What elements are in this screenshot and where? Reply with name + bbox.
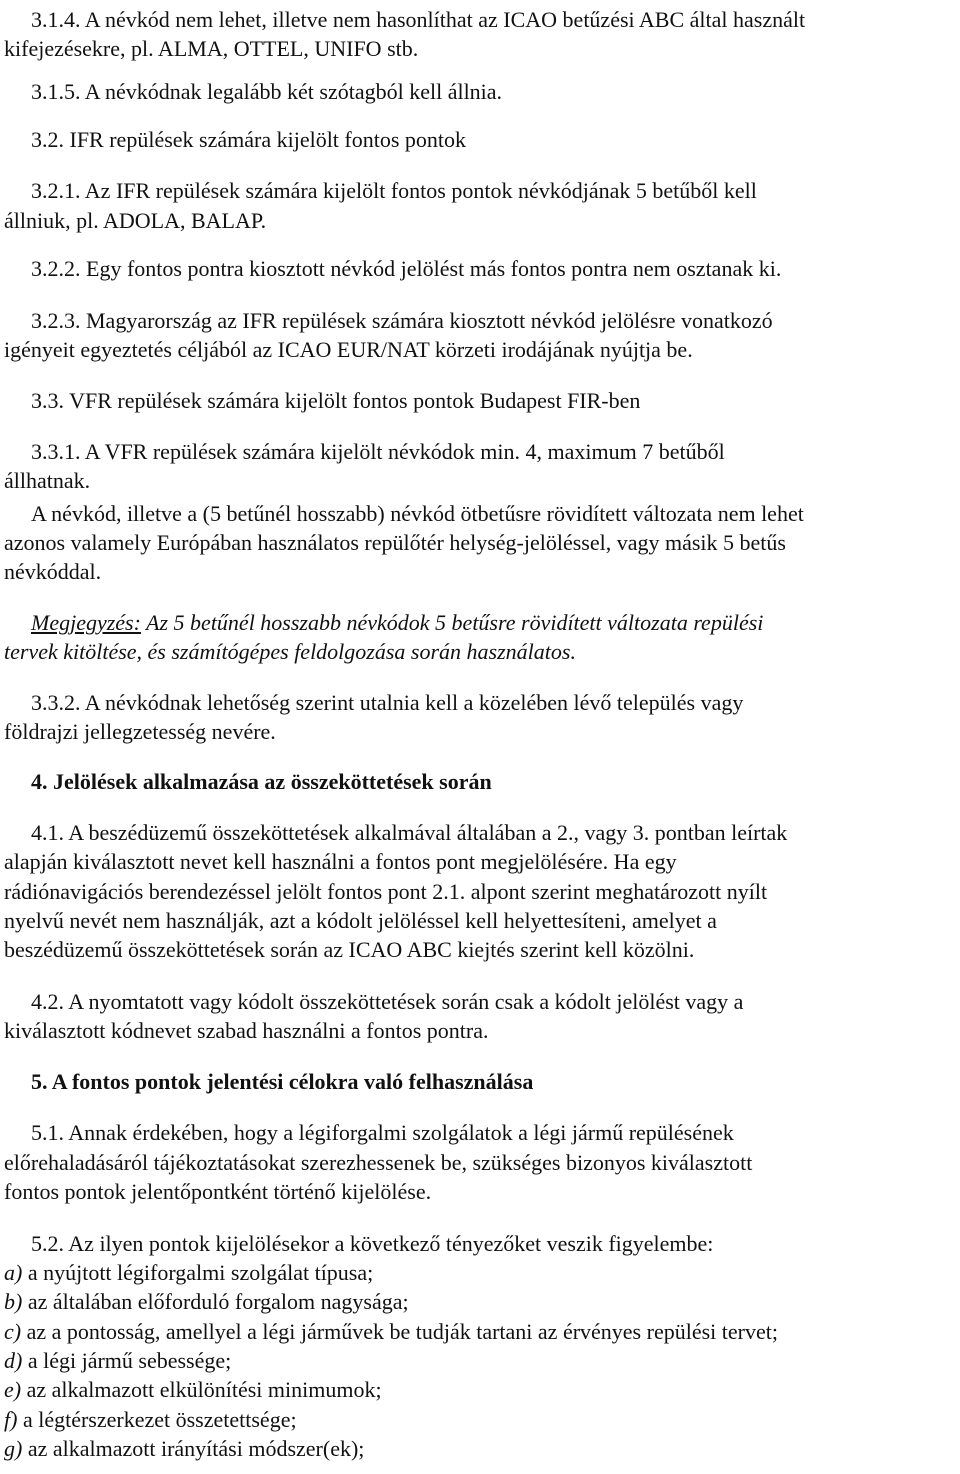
paragraph-3-1-5: 3.1.5. A névkódnak legalább két szótagból kell állnia. [31, 79, 503, 104]
paragraph-3-2-2: 3.2.2. Egy fontos pontra kiosztott névkód jelölést más fontos pontra nem osztanak ki. [31, 256, 782, 281]
section-heading-4: 4. Jelölések alkalmazása az összeköttetések során [31, 769, 492, 794]
paragraph-name-code-line-3: névkóddal. [4, 559, 102, 584]
paragraph-3-2-3-line-2: igényeit egyeztetés céljából az ICAO EUR/NAT körzeti irodájának nyújtja be. [4, 337, 693, 362]
paragraph-3-2-3-line-1: 3.2.3. Magyarország az IFR repülések számára kiosztott névkód jelölésre vonatkozó [31, 308, 773, 333]
list-item-a [4, 1258, 373, 1288]
paragraph-name-code-line-2: azonos valamely Európában használatos repülőtér helység-jelöléssel, vagy másik 5 betűs [4, 530, 786, 555]
list-item-g [4, 1434, 364, 1464]
paragraph-5-2-intro: 5.2. Az ilyen pontok kijelölésekor a következő tényezőket veszik figyelembe: [31, 1231, 714, 1256]
paragraph-4-2-line-2: kiválasztott kódnevet szabad használni a fontos pontra. [4, 1018, 489, 1043]
list-item-letter: e) [4, 1377, 22, 1402]
paragraph-5-1-line-2: előrehaladásáról tájékoztatásokat szerezhessenek be, szükséges bizonyos kiválasztott [4, 1150, 753, 1175]
list-item-text: az alkalmazott elkülönítési minimumok; [21, 1377, 382, 1402]
paragraph-name-code-line-1: A névkód, illetve a (5 betűnél hosszabb) névkód ötbetűsre rövidített változata nem lehet [31, 501, 804, 526]
list-item-text: a nyújtott légiforgalmi szolgálat típusa; [22, 1260, 374, 1285]
list-item-d [4, 1346, 231, 1376]
list-item-f [4, 1405, 297, 1435]
list-item-c [4, 1317, 778, 1347]
note-line-2: tervek kitöltése, és számítógépes feldolgozása során használatos. [4, 639, 576, 664]
list-item-b [4, 1287, 409, 1317]
paragraph-4-1-line-2: alapján kiválasztott nevet kell használni a fontos pont megjelölésére. Ha egy [4, 849, 677, 874]
list-item-letter: g) [4, 1436, 23, 1461]
paragraph-3-3-1-line-2: állhatnak. [4, 468, 91, 493]
list-item-e [4, 1375, 382, 1405]
paragraph-3-1-4-line-1: 3.1.4. A névkód nem lehet, illetve nem hasonlíthat az ICAO betűzési ABC által használt [31, 7, 806, 32]
list-item-text: az általában előforduló forgalom nagysága; [22, 1289, 409, 1314]
paragraph-3-3-2-line-1: 3.3.2. A névkódnak lehetőség szerint utalnia kell a közelében lévő település vagy [31, 690, 744, 715]
paragraph-3-2-1-line-1: 3.2.1. Az IFR repülések számára kijelölt fontos pontok névkódjának 5 betűből kell [31, 178, 757, 203]
paragraph-4-1-line-1: 4.1. A beszédüzemű összeköttetések alkalmával általában a 2., vagy 3. pontban leírtak [31, 820, 788, 845]
paragraph-3-2-1-line-2: állniuk, pl. ADOLA, BALAP. [4, 208, 267, 233]
paragraph-4-1-line-4: nyelvű nevét nem használják, azt a kódolt jelöléssel kell helyettesíteni, amelyet a [4, 908, 717, 933]
list-item-text: a légtérszerkezet összetettsége; [17, 1407, 297, 1432]
list-item-letter: f) [4, 1407, 18, 1432]
section-heading-3-2: 3.2. IFR repülések számára kijelölt fontos pontok [31, 127, 467, 152]
list-item-text: a légi jármű sebessége; [22, 1348, 232, 1373]
list-item-letter: c) [4, 1319, 22, 1344]
section-heading-5: 5. A fontos pontok jelentési célokra való felhasználása [31, 1069, 534, 1094]
paragraph-5-1-line-3: fontos pontok jelentőpontként történő kijelölése. [4, 1179, 432, 1204]
paragraph-3-3-1-line-1: 3.3.1. A VFR repülések számára kijelölt névkódok min. 4, maximum 7 betűből [31, 439, 725, 464]
paragraph-4-1-line-3: rádiónavigációs berendezéssel jelölt fontos pont 2.1. alpont szerint meghatározott nyílt [4, 879, 768, 904]
paragraph-3-3-2-line-2: földrajzi jellegzetesség nevére. [4, 719, 276, 744]
paragraph-4-2-line-1: 4.2. A nyomtatott vagy kódolt összeköttetések során csak a kódolt jelölést vagy a [31, 989, 744, 1014]
paragraph-3-1-4-line-2: kifejezésekre, pl. ALMA, OTTEL, UNIFO stb. [4, 36, 419, 61]
list-item-text: az a pontosság, amellyel a légi járművek be tudják tartani az érvényes repülési tervet; [21, 1319, 778, 1344]
section-heading-3-3: 3.3. VFR repülések számára kijelölt fontos pontok Budapest FIR-ben [31, 388, 641, 413]
list-item-letter: b) [4, 1289, 23, 1314]
paragraph-4-1-line-5: beszédüzemű összeköttetések során az ICAO ABC kiejtés szerint kell közölni. [4, 937, 695, 962]
list-item-text: az alkalmazott irányítási módszer(ek); [22, 1436, 365, 1461]
list-item-letter: a) [4, 1260, 23, 1285]
note-line-1 [31, 608, 763, 638]
note-label: Megjegyzés: [31, 610, 141, 635]
note-text: Az 5 betűnél hosszabb névkódok 5 betűsre rövidített változata repülési [140, 610, 764, 635]
paragraph-5-1-line-1: 5.1. Annak érdekében, hogy a légiforgalmi szolgálatok a légi jármű repülésének [31, 1120, 734, 1145]
list-item-letter: d) [4, 1348, 23, 1373]
